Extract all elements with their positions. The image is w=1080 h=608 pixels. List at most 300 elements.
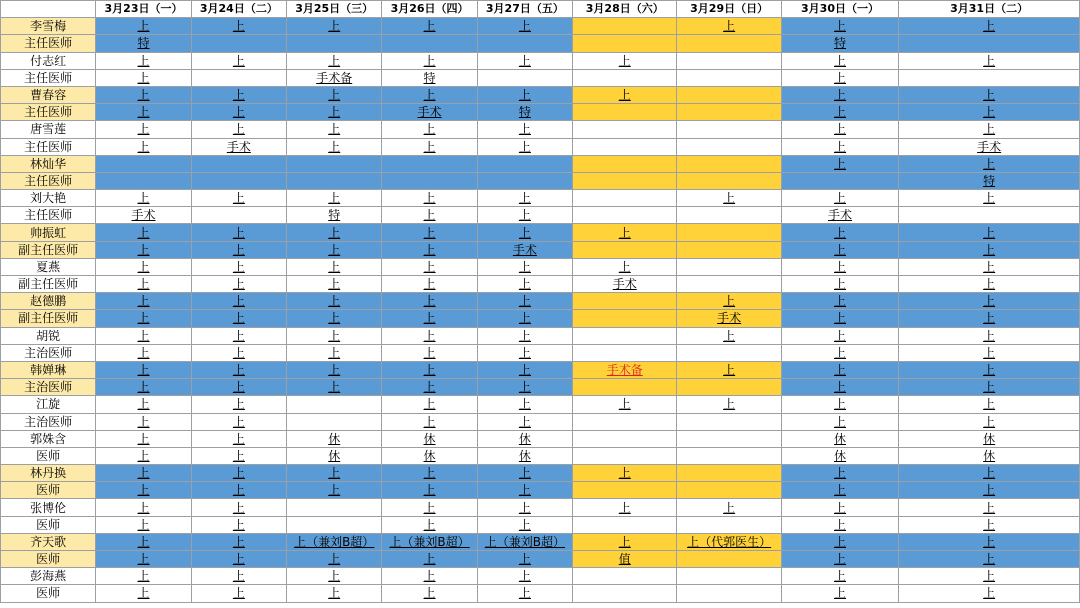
shift-cell[interactable] bbox=[899, 69, 1080, 86]
shift-cell[interactable] bbox=[677, 551, 781, 568]
shift-cell[interactable] bbox=[191, 551, 286, 568]
doctor-title[interactable]: 主任医师 bbox=[1, 35, 96, 52]
shift-cell[interactable] bbox=[382, 361, 477, 378]
doctor-title[interactable]: 主任医师 bbox=[1, 138, 96, 155]
shift-cell[interactable] bbox=[477, 207, 572, 224]
shift-cell[interactable] bbox=[899, 465, 1080, 482]
shift-cell[interactable] bbox=[382, 224, 477, 241]
shift-cell[interactable] bbox=[382, 465, 477, 482]
shift-cell[interactable] bbox=[573, 18, 677, 35]
shift-cell[interactable] bbox=[477, 69, 572, 86]
shift-cell[interactable] bbox=[899, 138, 1080, 155]
shift-cell[interactable] bbox=[287, 585, 382, 602]
shift-cell[interactable] bbox=[96, 69, 191, 86]
shift-cell[interactable] bbox=[677, 361, 781, 378]
shift-cell[interactable] bbox=[191, 52, 286, 69]
shift-cell[interactable] bbox=[96, 413, 191, 430]
shift-cell[interactable] bbox=[899, 430, 1080, 447]
shift-cell[interactable] bbox=[191, 516, 286, 533]
shift-cell[interactable] bbox=[677, 207, 781, 224]
shift-cell[interactable] bbox=[287, 344, 382, 361]
doctor-title[interactable]: 主治医师 bbox=[1, 413, 96, 430]
shift-cell[interactable] bbox=[191, 413, 286, 430]
shift-cell[interactable] bbox=[899, 172, 1080, 189]
shift-cell[interactable] bbox=[899, 585, 1080, 602]
shift-cell[interactable] bbox=[781, 138, 898, 155]
shift-cell[interactable] bbox=[191, 207, 286, 224]
shift-cell[interactable] bbox=[382, 551, 477, 568]
shift-cell[interactable] bbox=[573, 276, 677, 293]
shift-cell[interactable] bbox=[573, 447, 677, 464]
shift-cell[interactable] bbox=[677, 310, 781, 327]
shift-cell[interactable] bbox=[899, 104, 1080, 121]
shift-cell[interactable] bbox=[191, 533, 286, 550]
shift-cell[interactable] bbox=[899, 35, 1080, 52]
shift-cell[interactable] bbox=[191, 568, 286, 585]
doctor-name[interactable]: 林丹换 bbox=[1, 465, 96, 482]
shift-cell[interactable] bbox=[287, 516, 382, 533]
shift-cell[interactable] bbox=[96, 138, 191, 155]
shift-cell[interactable] bbox=[677, 413, 781, 430]
shift-cell[interactable] bbox=[287, 104, 382, 121]
shift-cell[interactable] bbox=[477, 258, 572, 275]
shift-cell[interactable] bbox=[677, 516, 781, 533]
shift-cell[interactable] bbox=[287, 18, 382, 35]
shift-cell[interactable] bbox=[677, 69, 781, 86]
shift-cell[interactable] bbox=[96, 482, 191, 499]
shift-cell[interactable] bbox=[899, 18, 1080, 35]
shift-cell[interactable] bbox=[477, 276, 572, 293]
shift-cell[interactable] bbox=[781, 447, 898, 464]
shift-cell[interactable] bbox=[191, 241, 286, 258]
shift-cell[interactable] bbox=[677, 430, 781, 447]
shift-cell[interactable] bbox=[477, 293, 572, 310]
doctor-title[interactable]: 医师 bbox=[1, 585, 96, 602]
shift-cell[interactable] bbox=[781, 121, 898, 138]
shift-cell[interactable] bbox=[287, 86, 382, 103]
doctor-name[interactable]: 齐天歌 bbox=[1, 533, 96, 550]
shift-cell[interactable] bbox=[191, 585, 286, 602]
shift-cell[interactable] bbox=[573, 482, 677, 499]
shift-cell[interactable] bbox=[96, 52, 191, 69]
shift-cell[interactable] bbox=[191, 447, 286, 464]
shift-cell[interactable] bbox=[677, 86, 781, 103]
shift-cell[interactable] bbox=[96, 104, 191, 121]
shift-cell[interactable] bbox=[899, 86, 1080, 103]
shift-cell[interactable] bbox=[96, 310, 191, 327]
shift-cell[interactable] bbox=[781, 533, 898, 550]
shift-cell[interactable] bbox=[573, 224, 677, 241]
shift-cell[interactable] bbox=[899, 344, 1080, 361]
shift-cell[interactable] bbox=[382, 327, 477, 344]
doctor-title[interactable]: 副主任医师 bbox=[1, 310, 96, 327]
shift-cell[interactable] bbox=[287, 482, 382, 499]
shift-cell[interactable] bbox=[677, 482, 781, 499]
shift-cell[interactable] bbox=[287, 52, 382, 69]
shift-cell[interactable] bbox=[382, 69, 477, 86]
shift-cell[interactable] bbox=[899, 413, 1080, 430]
shift-cell[interactable] bbox=[677, 499, 781, 516]
shift-cell[interactable] bbox=[677, 52, 781, 69]
shift-cell[interactable] bbox=[191, 190, 286, 207]
shift-cell[interactable] bbox=[382, 172, 477, 189]
shift-cell[interactable] bbox=[781, 430, 898, 447]
doctor-title[interactable]: 副主任医师 bbox=[1, 276, 96, 293]
doctor-title[interactable]: 主任医师 bbox=[1, 104, 96, 121]
shift-cell[interactable] bbox=[477, 465, 572, 482]
shift-cell[interactable] bbox=[96, 568, 191, 585]
shift-cell[interactable] bbox=[573, 413, 677, 430]
shift-cell[interactable] bbox=[382, 138, 477, 155]
shift-cell[interactable] bbox=[573, 516, 677, 533]
shift-cell[interactable] bbox=[477, 224, 572, 241]
shift-cell[interactable] bbox=[191, 465, 286, 482]
shift-cell[interactable] bbox=[287, 465, 382, 482]
shift-cell[interactable] bbox=[573, 499, 677, 516]
shift-cell[interactable] bbox=[287, 155, 382, 172]
shift-cell[interactable] bbox=[573, 104, 677, 121]
shift-cell[interactable] bbox=[573, 190, 677, 207]
shift-cell[interactable] bbox=[781, 379, 898, 396]
shift-cell[interactable] bbox=[191, 104, 286, 121]
shift-cell[interactable] bbox=[96, 447, 191, 464]
shift-cell[interactable] bbox=[677, 241, 781, 258]
shift-cell[interactable] bbox=[573, 155, 677, 172]
shift-cell[interactable] bbox=[677, 379, 781, 396]
shift-cell[interactable] bbox=[781, 104, 898, 121]
shift-cell[interactable] bbox=[382, 155, 477, 172]
shift-cell[interactable] bbox=[781, 344, 898, 361]
shift-cell[interactable] bbox=[191, 258, 286, 275]
doctor-name[interactable]: 江旋 bbox=[1, 396, 96, 413]
shift-cell[interactable] bbox=[382, 516, 477, 533]
shift-cell[interactable] bbox=[573, 361, 677, 378]
shift-cell[interactable] bbox=[677, 121, 781, 138]
shift-cell[interactable] bbox=[781, 172, 898, 189]
shift-cell[interactable] bbox=[899, 276, 1080, 293]
shift-cell[interactable] bbox=[899, 568, 1080, 585]
shift-cell[interactable] bbox=[573, 293, 677, 310]
shift-cell[interactable] bbox=[287, 138, 382, 155]
shift-cell[interactable] bbox=[781, 482, 898, 499]
shift-cell[interactable] bbox=[477, 516, 572, 533]
shift-cell[interactable] bbox=[287, 533, 382, 550]
shift-cell[interactable] bbox=[287, 379, 382, 396]
shift-cell[interactable] bbox=[96, 293, 191, 310]
shift-cell[interactable] bbox=[287, 207, 382, 224]
shift-cell[interactable] bbox=[287, 241, 382, 258]
doctor-title[interactable]: 主治医师 bbox=[1, 379, 96, 396]
doctor-name[interactable]: 夏燕 bbox=[1, 258, 96, 275]
shift-cell[interactable] bbox=[191, 482, 286, 499]
shift-cell[interactable] bbox=[899, 52, 1080, 69]
shift-cell[interactable] bbox=[96, 499, 191, 516]
shift-cell[interactable] bbox=[382, 499, 477, 516]
shift-cell[interactable] bbox=[477, 241, 572, 258]
shift-cell[interactable] bbox=[382, 568, 477, 585]
shift-cell[interactable] bbox=[96, 224, 191, 241]
doctor-title[interactable]: 医师 bbox=[1, 551, 96, 568]
shift-cell[interactable] bbox=[96, 465, 191, 482]
shift-cell[interactable] bbox=[287, 413, 382, 430]
date-header[interactable]: 3月24日（二） bbox=[191, 1, 286, 18]
shift-cell[interactable] bbox=[382, 258, 477, 275]
shift-cell[interactable] bbox=[477, 172, 572, 189]
shift-cell[interactable] bbox=[573, 172, 677, 189]
shift-cell[interactable] bbox=[96, 241, 191, 258]
shift-cell[interactable] bbox=[573, 533, 677, 550]
shift-cell[interactable] bbox=[477, 344, 572, 361]
shift-cell[interactable] bbox=[477, 121, 572, 138]
shift-cell[interactable] bbox=[781, 224, 898, 241]
shift-cell[interactable] bbox=[899, 207, 1080, 224]
shift-cell[interactable] bbox=[899, 155, 1080, 172]
shift-cell[interactable] bbox=[191, 293, 286, 310]
shift-cell[interactable] bbox=[287, 499, 382, 516]
doctor-name[interactable]: 李雪梅 bbox=[1, 18, 96, 35]
shift-cell[interactable] bbox=[477, 155, 572, 172]
shift-cell[interactable] bbox=[477, 86, 572, 103]
doctor-title[interactable]: 主任医师 bbox=[1, 69, 96, 86]
shift-cell[interactable] bbox=[191, 396, 286, 413]
shift-cell[interactable] bbox=[287, 568, 382, 585]
shift-cell[interactable] bbox=[96, 361, 191, 378]
shift-cell[interactable] bbox=[573, 430, 677, 447]
date-header[interactable]: 3月31日（二） bbox=[899, 1, 1080, 18]
shift-cell[interactable] bbox=[477, 396, 572, 413]
doctor-title[interactable]: 主任医师 bbox=[1, 207, 96, 224]
shift-cell[interactable] bbox=[899, 190, 1080, 207]
shift-cell[interactable] bbox=[382, 585, 477, 602]
shift-cell[interactable] bbox=[382, 121, 477, 138]
shift-cell[interactable] bbox=[573, 551, 677, 568]
doctor-title[interactable]: 主治医师 bbox=[1, 344, 96, 361]
doctor-name[interactable]: 彭海燕 bbox=[1, 568, 96, 585]
shift-cell[interactable] bbox=[781, 396, 898, 413]
shift-cell[interactable] bbox=[287, 361, 382, 378]
shift-cell[interactable] bbox=[781, 35, 898, 52]
shift-cell[interactable] bbox=[191, 35, 286, 52]
shift-cell[interactable] bbox=[96, 35, 191, 52]
doctor-name[interactable]: 曹春容 bbox=[1, 86, 96, 103]
shift-cell[interactable] bbox=[96, 155, 191, 172]
shift-cell[interactable] bbox=[477, 327, 572, 344]
shift-cell[interactable] bbox=[191, 155, 286, 172]
shift-cell[interactable] bbox=[382, 35, 477, 52]
shift-cell[interactable] bbox=[287, 172, 382, 189]
shift-cell[interactable] bbox=[899, 533, 1080, 550]
shift-cell[interactable] bbox=[677, 533, 781, 550]
shift-cell[interactable] bbox=[573, 310, 677, 327]
shift-cell[interactable] bbox=[899, 482, 1080, 499]
shift-cell[interactable] bbox=[287, 430, 382, 447]
doctor-name[interactable]: 胡锐 bbox=[1, 327, 96, 344]
shift-cell[interactable] bbox=[96, 379, 191, 396]
doctor-title[interactable]: 主任医师 bbox=[1, 172, 96, 189]
shift-cell[interactable] bbox=[382, 396, 477, 413]
shift-cell[interactable] bbox=[382, 344, 477, 361]
shift-cell[interactable] bbox=[191, 379, 286, 396]
doctor-title[interactable]: 副主任医师 bbox=[1, 241, 96, 258]
shift-cell[interactable] bbox=[781, 293, 898, 310]
shift-cell[interactable] bbox=[781, 52, 898, 69]
shift-cell[interactable] bbox=[287, 190, 382, 207]
shift-cell[interactable] bbox=[477, 138, 572, 155]
shift-cell[interactable] bbox=[781, 276, 898, 293]
shift-cell[interactable] bbox=[677, 276, 781, 293]
shift-cell[interactable] bbox=[96, 430, 191, 447]
shift-cell[interactable] bbox=[573, 35, 677, 52]
shift-cell[interactable] bbox=[899, 551, 1080, 568]
shift-cell[interactable] bbox=[96, 276, 191, 293]
shift-cell[interactable] bbox=[96, 86, 191, 103]
shift-cell[interactable] bbox=[191, 18, 286, 35]
shift-cell[interactable] bbox=[287, 327, 382, 344]
shift-cell[interactable] bbox=[477, 52, 572, 69]
shift-cell[interactable] bbox=[287, 35, 382, 52]
shift-cell[interactable] bbox=[96, 516, 191, 533]
shift-cell[interactable] bbox=[382, 241, 477, 258]
shift-cell[interactable] bbox=[96, 190, 191, 207]
doctor-name[interactable]: 郭姝含 bbox=[1, 430, 96, 447]
shift-cell[interactable] bbox=[677, 138, 781, 155]
shift-cell[interactable] bbox=[191, 138, 286, 155]
shift-cell[interactable] bbox=[477, 413, 572, 430]
doctor-name[interactable]: 付志红 bbox=[1, 52, 96, 69]
shift-cell[interactable] bbox=[677, 18, 781, 35]
shift-cell[interactable] bbox=[382, 379, 477, 396]
doctor-name[interactable]: 韩婵琳 bbox=[1, 361, 96, 378]
shift-cell[interactable] bbox=[781, 499, 898, 516]
doctor-name[interactable]: 唐雪莲 bbox=[1, 121, 96, 138]
shift-cell[interactable] bbox=[573, 258, 677, 275]
shift-cell[interactable] bbox=[96, 344, 191, 361]
shift-cell[interactable] bbox=[677, 568, 781, 585]
date-header[interactable]: 3月26日（四） bbox=[382, 1, 477, 18]
shift-cell[interactable] bbox=[899, 327, 1080, 344]
shift-cell[interactable] bbox=[287, 551, 382, 568]
shift-cell[interactable] bbox=[899, 499, 1080, 516]
date-header[interactable]: 3月25日（三） bbox=[287, 1, 382, 18]
date-header[interactable]: 3月28日（六） bbox=[573, 1, 677, 18]
shift-cell[interactable] bbox=[477, 430, 572, 447]
doctor-name[interactable]: 林灿华 bbox=[1, 155, 96, 172]
shift-cell[interactable] bbox=[96, 121, 191, 138]
shift-cell[interactable] bbox=[899, 516, 1080, 533]
shift-cell[interactable] bbox=[781, 516, 898, 533]
shift-cell[interactable] bbox=[899, 396, 1080, 413]
date-header[interactable]: 3月23日（一） bbox=[96, 1, 191, 18]
shift-cell[interactable] bbox=[287, 293, 382, 310]
date-header[interactable]: 3月27日（五） bbox=[477, 1, 572, 18]
shift-cell[interactable] bbox=[191, 344, 286, 361]
shift-cell[interactable] bbox=[677, 190, 781, 207]
shift-cell[interactable] bbox=[477, 35, 572, 52]
shift-cell[interactable] bbox=[96, 258, 191, 275]
shift-cell[interactable] bbox=[382, 482, 477, 499]
shift-cell[interactable] bbox=[573, 327, 677, 344]
doctor-name[interactable]: 刘大艳 bbox=[1, 190, 96, 207]
shift-cell[interactable] bbox=[477, 533, 572, 550]
shift-cell[interactable] bbox=[382, 52, 477, 69]
shift-cell[interactable] bbox=[382, 190, 477, 207]
shift-cell[interactable] bbox=[573, 121, 677, 138]
shift-cell[interactable] bbox=[382, 310, 477, 327]
shift-cell[interactable] bbox=[899, 293, 1080, 310]
doctor-name[interactable]: 帅振虹 bbox=[1, 224, 96, 241]
shift-cell[interactable] bbox=[477, 551, 572, 568]
shift-cell[interactable] bbox=[477, 310, 572, 327]
shift-cell[interactable] bbox=[287, 69, 382, 86]
shift-cell[interactable] bbox=[287, 310, 382, 327]
shift-cell[interactable] bbox=[781, 465, 898, 482]
shift-cell[interactable] bbox=[781, 310, 898, 327]
shift-cell[interactable] bbox=[573, 344, 677, 361]
shift-cell[interactable] bbox=[899, 224, 1080, 241]
shift-cell[interactable] bbox=[677, 447, 781, 464]
shift-cell[interactable] bbox=[573, 396, 677, 413]
shift-cell[interactable] bbox=[191, 121, 286, 138]
date-header[interactable]: 3月30日（一） bbox=[781, 1, 898, 18]
shift-cell[interactable] bbox=[781, 207, 898, 224]
shift-cell[interactable] bbox=[477, 585, 572, 602]
shift-cell[interactable] bbox=[899, 121, 1080, 138]
shift-cell[interactable] bbox=[96, 207, 191, 224]
shift-cell[interactable] bbox=[573, 138, 677, 155]
shift-cell[interactable] bbox=[477, 447, 572, 464]
shift-cell[interactable] bbox=[191, 361, 286, 378]
shift-cell[interactable] bbox=[382, 86, 477, 103]
shift-cell[interactable] bbox=[573, 465, 677, 482]
shift-cell[interactable] bbox=[677, 327, 781, 344]
shift-cell[interactable] bbox=[96, 585, 191, 602]
shift-cell[interactable] bbox=[573, 241, 677, 258]
shift-cell[interactable] bbox=[477, 18, 572, 35]
shift-cell[interactable] bbox=[287, 121, 382, 138]
shift-cell[interactable] bbox=[573, 69, 677, 86]
shift-cell[interactable] bbox=[287, 258, 382, 275]
shift-cell[interactable] bbox=[477, 361, 572, 378]
shift-cell[interactable] bbox=[96, 172, 191, 189]
shift-cell[interactable] bbox=[382, 430, 477, 447]
doctor-name[interactable]: 张博伦 bbox=[1, 499, 96, 516]
shift-cell[interactable] bbox=[191, 310, 286, 327]
shift-cell[interactable] bbox=[287, 224, 382, 241]
shift-cell[interactable] bbox=[781, 69, 898, 86]
shift-cell[interactable] bbox=[191, 430, 286, 447]
shift-cell[interactable] bbox=[191, 69, 286, 86]
shift-cell[interactable] bbox=[382, 293, 477, 310]
shift-cell[interactable] bbox=[677, 35, 781, 52]
shift-cell[interactable] bbox=[191, 499, 286, 516]
shift-cell[interactable] bbox=[573, 86, 677, 103]
doctor-title[interactable]: 医师 bbox=[1, 482, 96, 499]
shift-cell[interactable] bbox=[781, 585, 898, 602]
shift-cell[interactable] bbox=[781, 258, 898, 275]
shift-cell[interactable] bbox=[382, 18, 477, 35]
shift-cell[interactable] bbox=[899, 447, 1080, 464]
shift-cell[interactable] bbox=[96, 533, 191, 550]
shift-cell[interactable] bbox=[477, 379, 572, 396]
shift-cell[interactable] bbox=[191, 224, 286, 241]
shift-cell[interactable] bbox=[96, 551, 191, 568]
shift-cell[interactable] bbox=[781, 327, 898, 344]
shift-cell[interactable] bbox=[781, 551, 898, 568]
shift-cell[interactable] bbox=[382, 276, 477, 293]
shift-cell[interactable] bbox=[573, 379, 677, 396]
shift-cell[interactable] bbox=[287, 396, 382, 413]
shift-cell[interactable] bbox=[781, 241, 898, 258]
